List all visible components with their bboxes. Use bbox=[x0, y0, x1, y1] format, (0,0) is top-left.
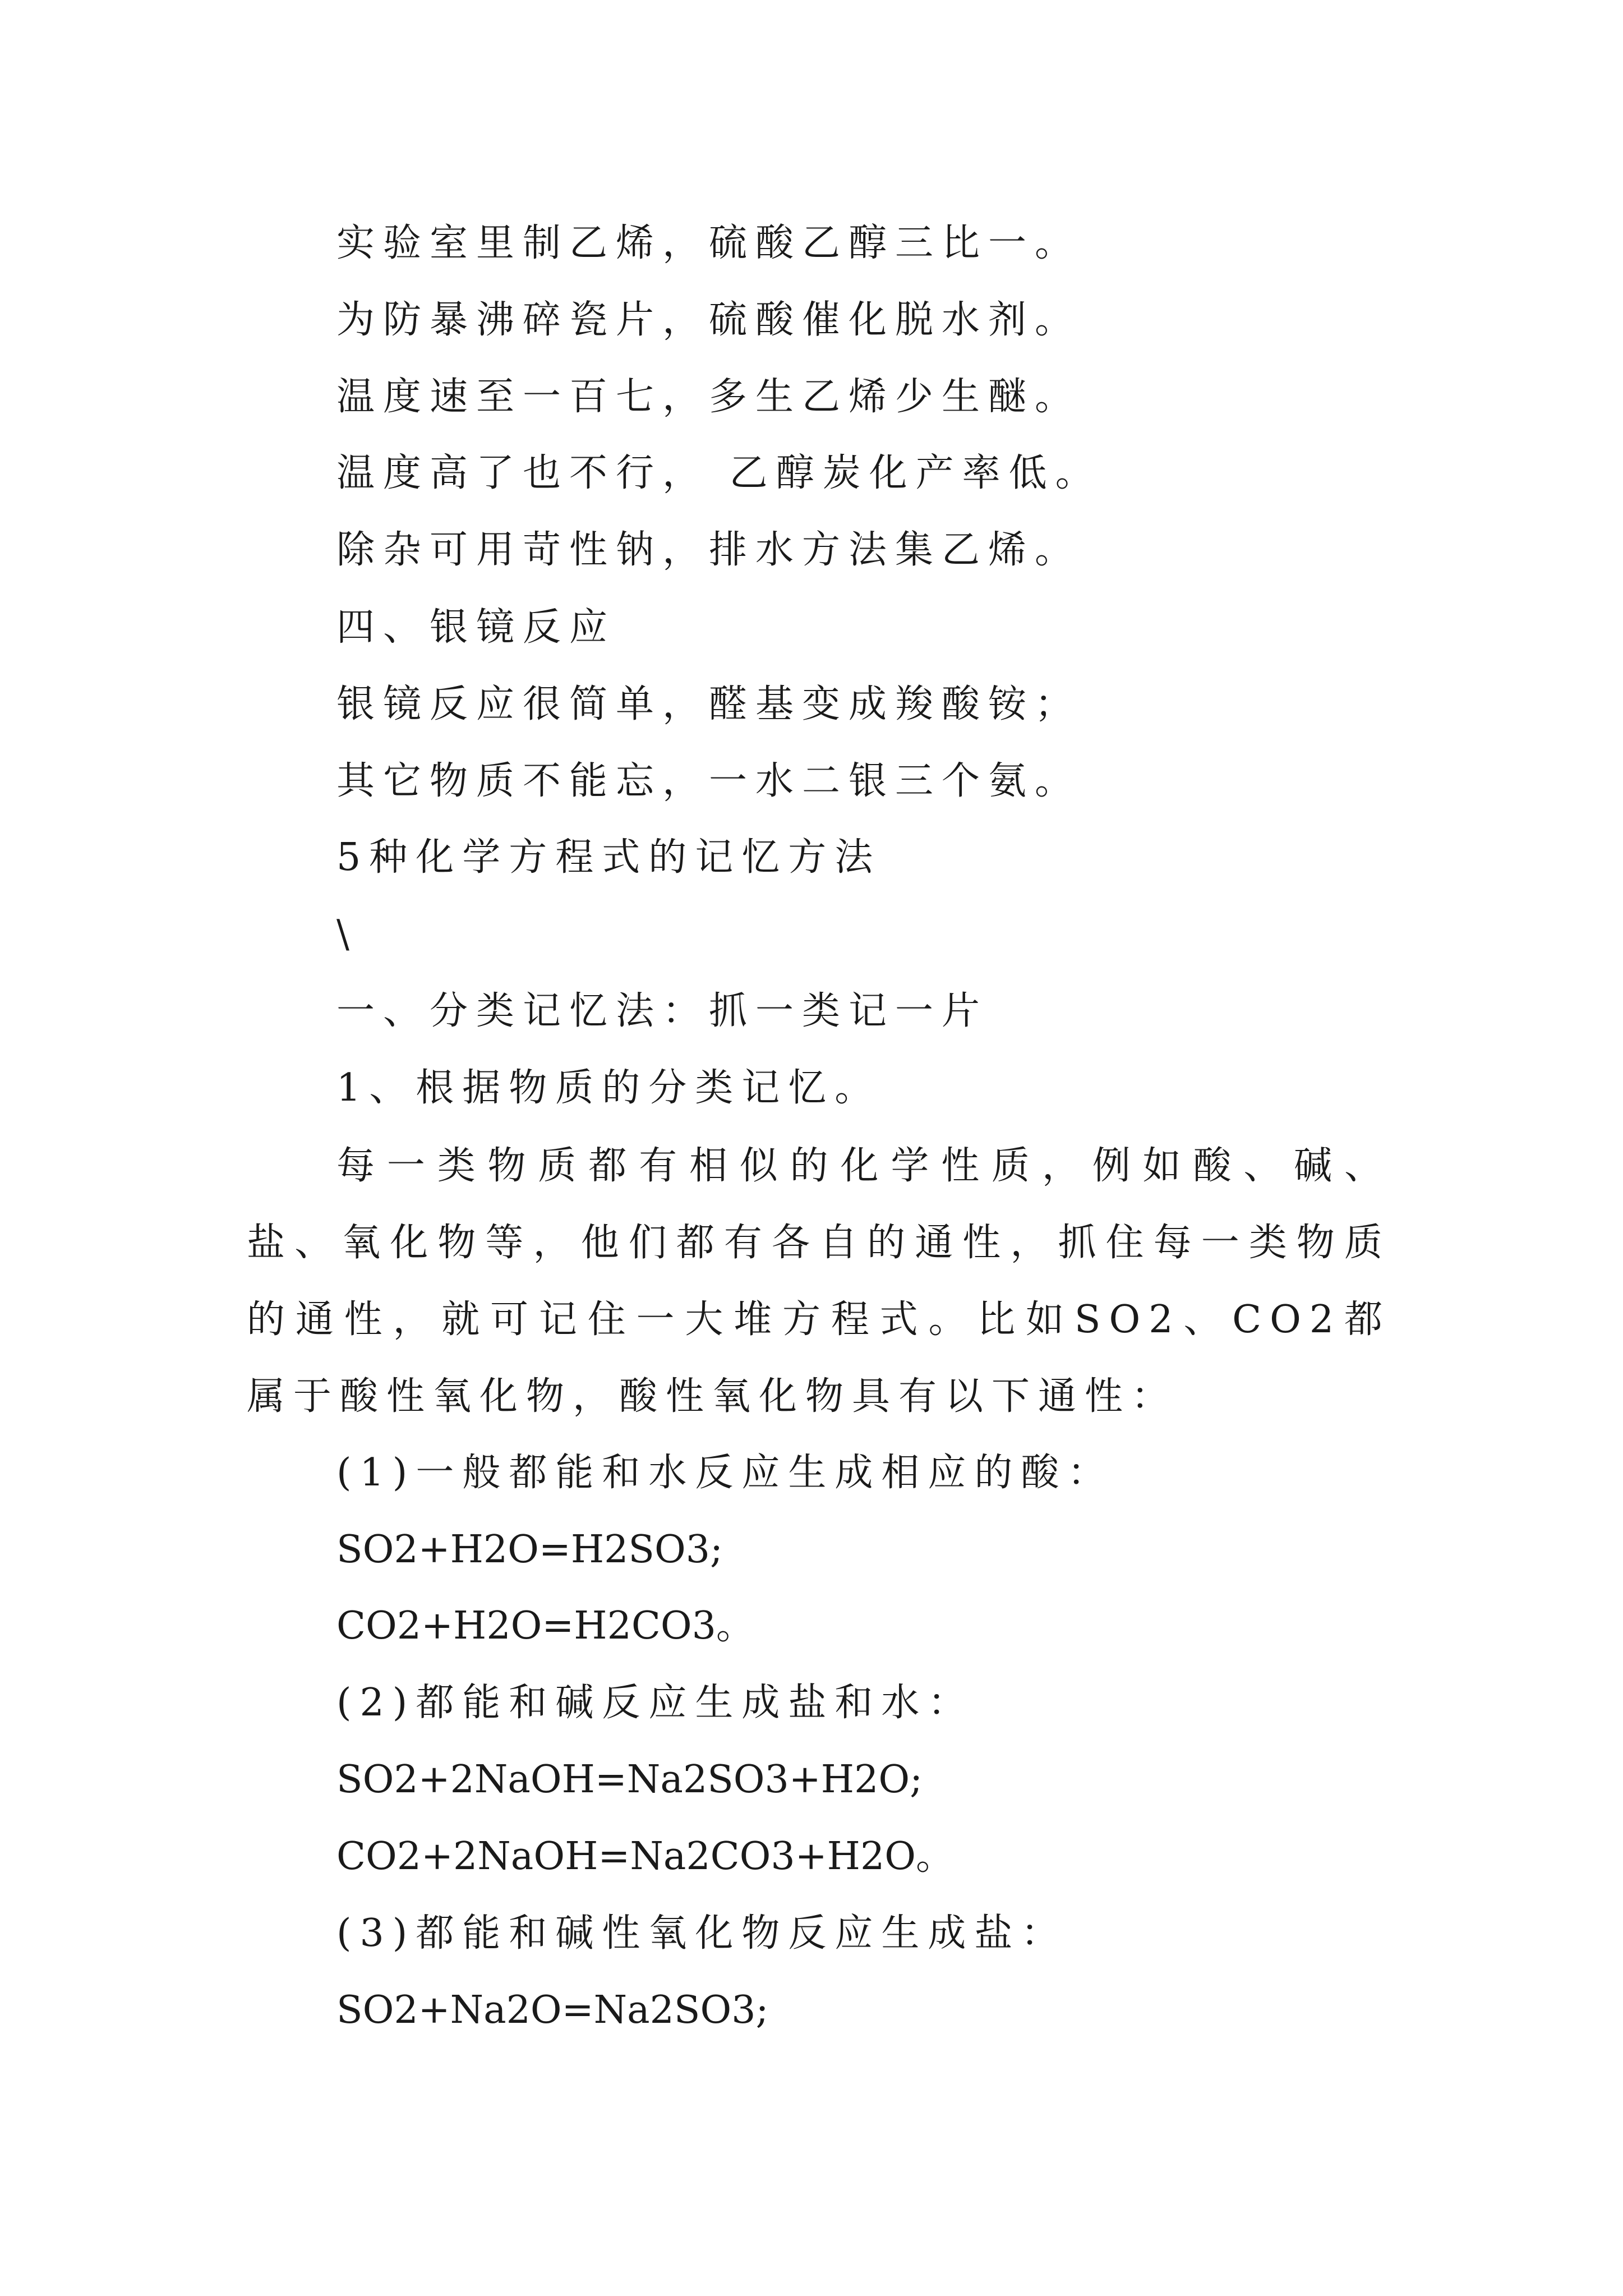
text-line: 实验室里制乙烯，硫酸乙醇三比一。 bbox=[336, 221, 1082, 265]
chemical-equation: CO2+2NaOH=Na2CO3+H2O。 bbox=[336, 1834, 954, 1879]
chemical-equation: CO2+H2O=H2CO3。 bbox=[336, 1604, 754, 1648]
text-line: (2)都能和碱反应生成盐和水： bbox=[336, 1681, 975, 1725]
subsection-heading: 1、根据物质的分类记忆。 bbox=[336, 1066, 882, 1110]
section-heading: 四、银镜反应 bbox=[336, 605, 616, 650]
body-paragraph: 每一类物质都有相似的化学性质，例如酸、碱、盐、氧化物等，他们都有各自的通性，抓住每一类物质的通性，就可记住一大堆方程式。比如SO2、CO2都属于酸性氧化物，酸性氧化物具有以下通性： bbox=[247, 1144, 1391, 1419]
section-heading: 一、分类记忆法：抓一类记一片 bbox=[336, 989, 989, 1033]
text-line: 除杂可用苛性钠，排水方法集乙烯。 bbox=[336, 528, 1082, 572]
text-line: 温度速至一百七，多生乙烯少生醚。 bbox=[336, 375, 1082, 419]
text-line: 温度高了也不行， 乙醇炭化产率低。 bbox=[336, 451, 1102, 495]
chemical-equation: SO2+H2O=H2SO3; bbox=[336, 1527, 723, 1572]
chemical-equation: SO2+2NaOH=Na2SO3+H2O; bbox=[336, 1757, 923, 1802]
section-title: 5种化学方程式的记忆方法 bbox=[336, 835, 882, 880]
text-line: 其它物质不能忘，一水二银三个氨。 bbox=[336, 759, 1082, 803]
text-line: (3)都能和碱性氧化物反应生成盐： bbox=[336, 1911, 1068, 1955]
backslash-line: \ bbox=[336, 912, 358, 956]
text-line: 为防暴沸碎瓷片，硫酸催化脱水剂。 bbox=[336, 298, 1082, 342]
text-line: (1)一般都能和水反应生成相应的酸： bbox=[336, 1451, 1114, 1495]
chemical-equation: SO2+Na2O=Na2SO3; bbox=[336, 1988, 769, 2032]
text-line: 银镜反应很简单，醛基变成羧酸铵； bbox=[336, 682, 1082, 726]
